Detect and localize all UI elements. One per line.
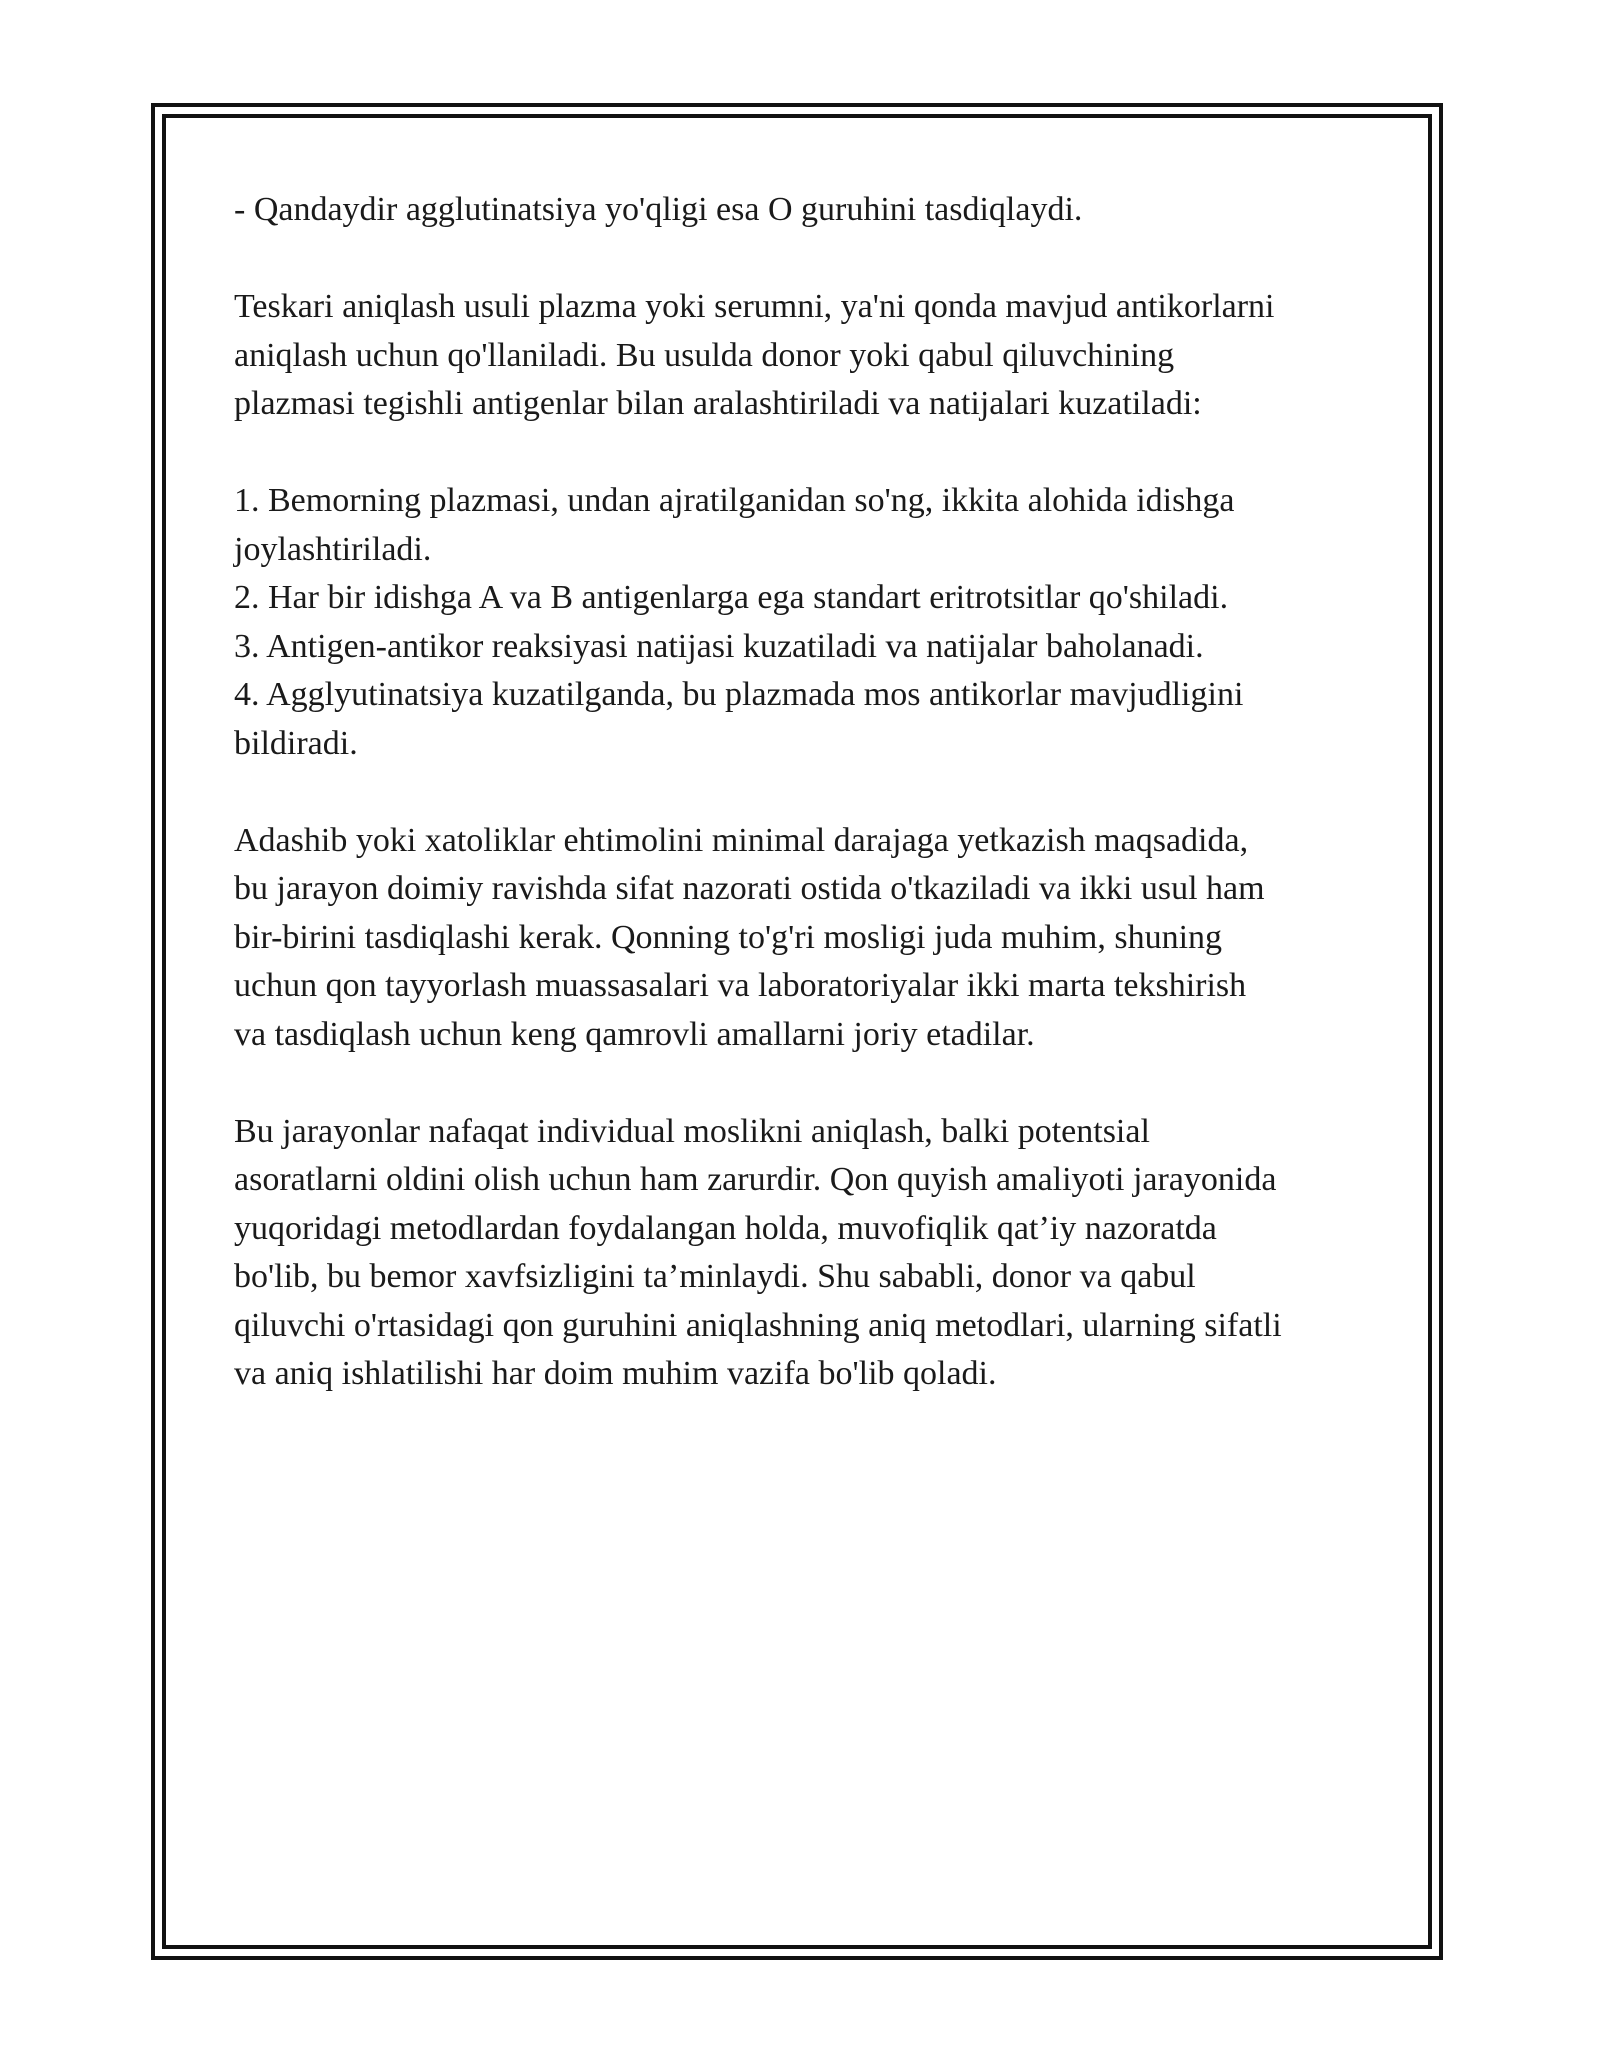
paragraph-quality-control: Adashib yoki xatoliklar ehtimolini minimal darajaga yetkazish maqsadida, bu jarayon doimiy ravishda sifat nazorati ostida o'tkaziladi va ikki usul ham bir-birini tasdiqlashi kerak. Qonning to'g'ri mosligi juda muhim, shuning uchun qon tayyorlash muassasalari va laboratoriyalar ikki marta tekshirish va tasdiqlash uchun keng qamrovli amallarni joriy etadilar.	[234, 821, 1265, 1053]
list-item-step-2: 2. Har bir idishga A va B antigenlarga ega standart eritrotsitlar qo'shiladi.	[234, 579, 1229, 616]
paragraph-intro-line: - Qandaydir agglutinatsiya yo'qligi esa O guruhini tasdiqlaydi.	[234, 191, 1083, 228]
list-item-step-4: 4. Agglyutinatsiya kuzatilganda, bu plazmada mos antikorlar mavjudligini bildiradi.	[234, 676, 1244, 762]
list-item-step-3: 3. Antigen-antikor reaksiyasi natijasi kuzatiladi va natijalar baholanadi.	[234, 627, 1204, 665]
paragraph-reverse-method: Teskari aniqlash usuli plazma yoki serumni, ya'ni qonda mavjud antikorlarni aniqlash uchun qo'llaniladi. Bu usulda donor yoki qabul qiluvchining plazmasi tegishli antigenlar bilan aralashtiriladi va natijalari kuzatiladi:	[234, 288, 1275, 422]
list-item-step-1: 1. Bemorning plazmasi, undan ajratilganidan so'ng, ikkita alohida idishga joylashtiriladi.	[234, 482, 1235, 568]
document-body	[234, 186, 1374, 1447]
paragraph-conclusion: Bu jarayonlar nafaqat individual moslikni aniqlash, balki potentsial asoratlarni oldini olish uchun ham zarurdir. Qon quyish amaliyoti jarayonida yuqoridagi metodlardan foydalangan holda, muvofiqlik qat’iy nazoratda bo'lib, bu bemor xavfsizligini ta’minlaydi. Shu sababli, donor va qabul qiluvchi o'rtasidagi qon guruhini aniqlashning aniq metodlari, ularning sifatli va aniq ishlatilishi har doim muhim vazifa bo'lib qoladi.	[234, 1112, 1282, 1392]
steps-list	[234, 477, 1374, 768]
